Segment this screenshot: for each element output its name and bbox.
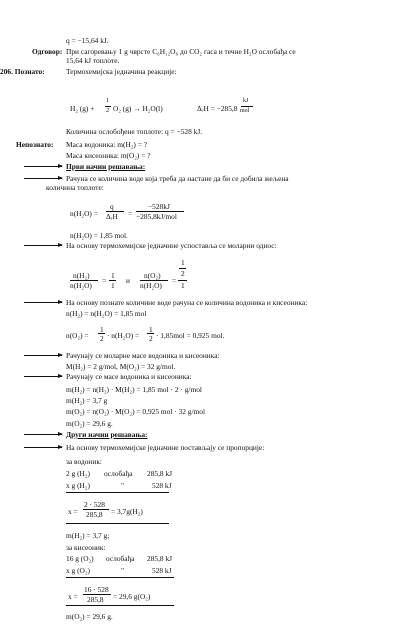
unit-den: mol (240, 108, 250, 114)
arrow-icon (24, 355, 62, 356)
equation-left: H₂ (g) + (70, 104, 95, 113)
molar-ratio-intro: На основу термохемијске једначине успоставља се моларни однос: (66, 241, 277, 250)
problem-number-known: 206. Познато: (0, 67, 45, 76)
heat-released: Количина ослобођене топлоте: q = −528 kJ. (66, 127, 203, 136)
arrow-icon (24, 376, 62, 377)
ratio1-num: n(H₂) (73, 271, 90, 280)
proportions-intro: На основу термохемијске једначине постављају се пропорције: (66, 443, 265, 452)
for-hydrogen: за водоник: (66, 457, 102, 466)
n-h2: n(H₂) = n(H₂O) = 1,85 mol (66, 309, 147, 318)
prop-h2-row2-b: " (121, 481, 125, 490)
arrow-icon (24, 166, 62, 167)
half-den: 2 (149, 334, 153, 343)
arrow-icon (24, 302, 62, 303)
half-den: 2 (106, 108, 109, 114)
prop-h2-row1-a: 2 g (H₂) (66, 469, 90, 478)
molar-mass-intro: Рачунају се моларне масе водоника и кисеоника: (66, 351, 220, 360)
m-o2-calc: m(O₂) = n(O₂) · M(O₂) = 0,925 mol · 32 g/mol (66, 407, 206, 416)
answer-text: При сагоревању 1 g чврсте C₆H₁₂O₆ до CO₂ гаса и течне H₂O ослобађа се (66, 47, 296, 56)
unknown-h2: Маса водоника: m(H₂) = ? (66, 140, 148, 149)
for-oxygen: за кисеоник: (66, 543, 106, 552)
ratio3-num: n(O₂) (144, 271, 161, 280)
half-num: 1 (106, 98, 109, 104)
method-two-heading: Други начин решавања: (66, 430, 148, 439)
prop-h2-row1-b: ослобађа (104, 469, 133, 478)
x-o2-label: x = (68, 592, 78, 601)
thermo-equation-label: Термохемијска једначина реакције: (66, 67, 177, 76)
m-h2: m(H₂) = 3,7 g (66, 396, 108, 405)
ratio1-den: n(H₂O) (70, 281, 92, 290)
proportion-rule (66, 605, 174, 606)
arrow-icon (24, 434, 62, 435)
equation-right: O₂ (g) → H₂O(l) (113, 104, 163, 113)
equals-sign: = (172, 276, 177, 285)
m-h2-final: m(H₂) = 3,7 g; (66, 531, 110, 540)
half-den: 2 (100, 334, 104, 343)
equals: = (128, 209, 133, 218)
prop-o2-row2-a: x g (O₂) (66, 566, 90, 575)
frac-num: −528kJ (148, 202, 170, 211)
x-h2-result: = 3,7g(H₂) (111, 507, 143, 516)
unit-num: kJ (243, 98, 249, 104)
n-h2o-label: n(H₂O) = (70, 209, 98, 218)
proportion-rule (66, 577, 174, 578)
x-o2-num: 16 · 528 (84, 585, 109, 594)
method-one-heading: Први начин решавања: (66, 162, 146, 171)
proportion-rule (66, 523, 169, 524)
ratio2-num: 1 (111, 271, 115, 280)
half-num: 1 (100, 325, 104, 334)
enthalpy: ΔᵣH = −285,8 (197, 104, 238, 113)
n-h2o-result: n(H₂O) = 1,85 mol. (70, 231, 128, 240)
conjunction-and: и (126, 276, 130, 285)
ratio4-num: 1 (181, 258, 185, 267)
m-h2-calc: m(H₂) = n(H₂) · M(H₂) = 1,85 mol · 2 · g/mol (66, 385, 202, 394)
prop-o2-row2-c: 528 kJ (152, 566, 172, 575)
molar-masses: M(H₂) = 2 g/mol, M(O₂) = 32 g/mol. (66, 362, 176, 371)
n-o2-mid: · n(H₂O) = (107, 331, 140, 340)
ratio4-sub: 2 (181, 269, 185, 278)
x-h2-den: 285,8 (86, 510, 103, 519)
masses-intro: Рачунају се масе водоника и кисеоника: (66, 372, 192, 381)
proportion-rule (66, 492, 169, 493)
frac-dh: ΔᵣH (106, 212, 118, 221)
arrow-icon (24, 245, 62, 246)
prop-h2-row1-c: 285,8 kJ (147, 469, 173, 478)
prop-o2-row1-c: 285,8 kJ (147, 554, 173, 563)
frac-q: q (110, 202, 114, 211)
x-o2-den: 285,8 (87, 595, 104, 604)
frac-den: −285,8kJ/mol (136, 212, 177, 221)
n-o2-result: · 1,85mol = 0,925 mol. (156, 331, 225, 340)
ratio4-den: 1 (181, 281, 185, 290)
half-num: 1 (149, 325, 153, 334)
amounts-intro: На основу познате количине воде рачуна се количина водоника и кисеоника: (66, 298, 308, 307)
unknown-label: Непознато: (16, 140, 54, 149)
arrow-icon (24, 447, 62, 448)
unknown-o2: Маса кисеоника: m(O₂) = ? (66, 151, 151, 160)
ratio2-den: 1 (111, 281, 115, 290)
step-water: Рачуна се количина воде која треба да настане да би се добила жељена (66, 174, 289, 183)
n-o2-label: n(O₂) = (66, 331, 89, 340)
prop-o2-row1-b: ослобађа (106, 554, 135, 563)
prop-o2-row1-a: 16 g (O₂) (66, 554, 94, 563)
answer-label: Одговор: (32, 47, 63, 56)
step-water-cont: количина топлоте: (46, 183, 104, 192)
x-h2-label: x = (68, 507, 78, 516)
ratio3-den: n(H₂O) (140, 281, 162, 290)
x-h2-num: 2 · 528 (84, 500, 105, 509)
arrow-icon (24, 178, 62, 179)
answer-text-cont: 15,64 kJ топлоте. (66, 56, 120, 65)
prop-h2-row2-c: 528 kJ (152, 481, 172, 490)
m-o2-final: m(O₂) = 29,6 g. (66, 612, 113, 621)
m-o2: m(O₂) = 29,6 g. (66, 419, 113, 428)
x-o2-result: = 29,6 g(O₂) (113, 592, 151, 601)
prop-h2-row2-a: x g (H₂) (66, 481, 90, 490)
equals-sign: = (102, 276, 107, 285)
result-line: q = −15,64 kJ. (66, 36, 109, 45)
prop-o2-row2-b: " (121, 566, 125, 575)
